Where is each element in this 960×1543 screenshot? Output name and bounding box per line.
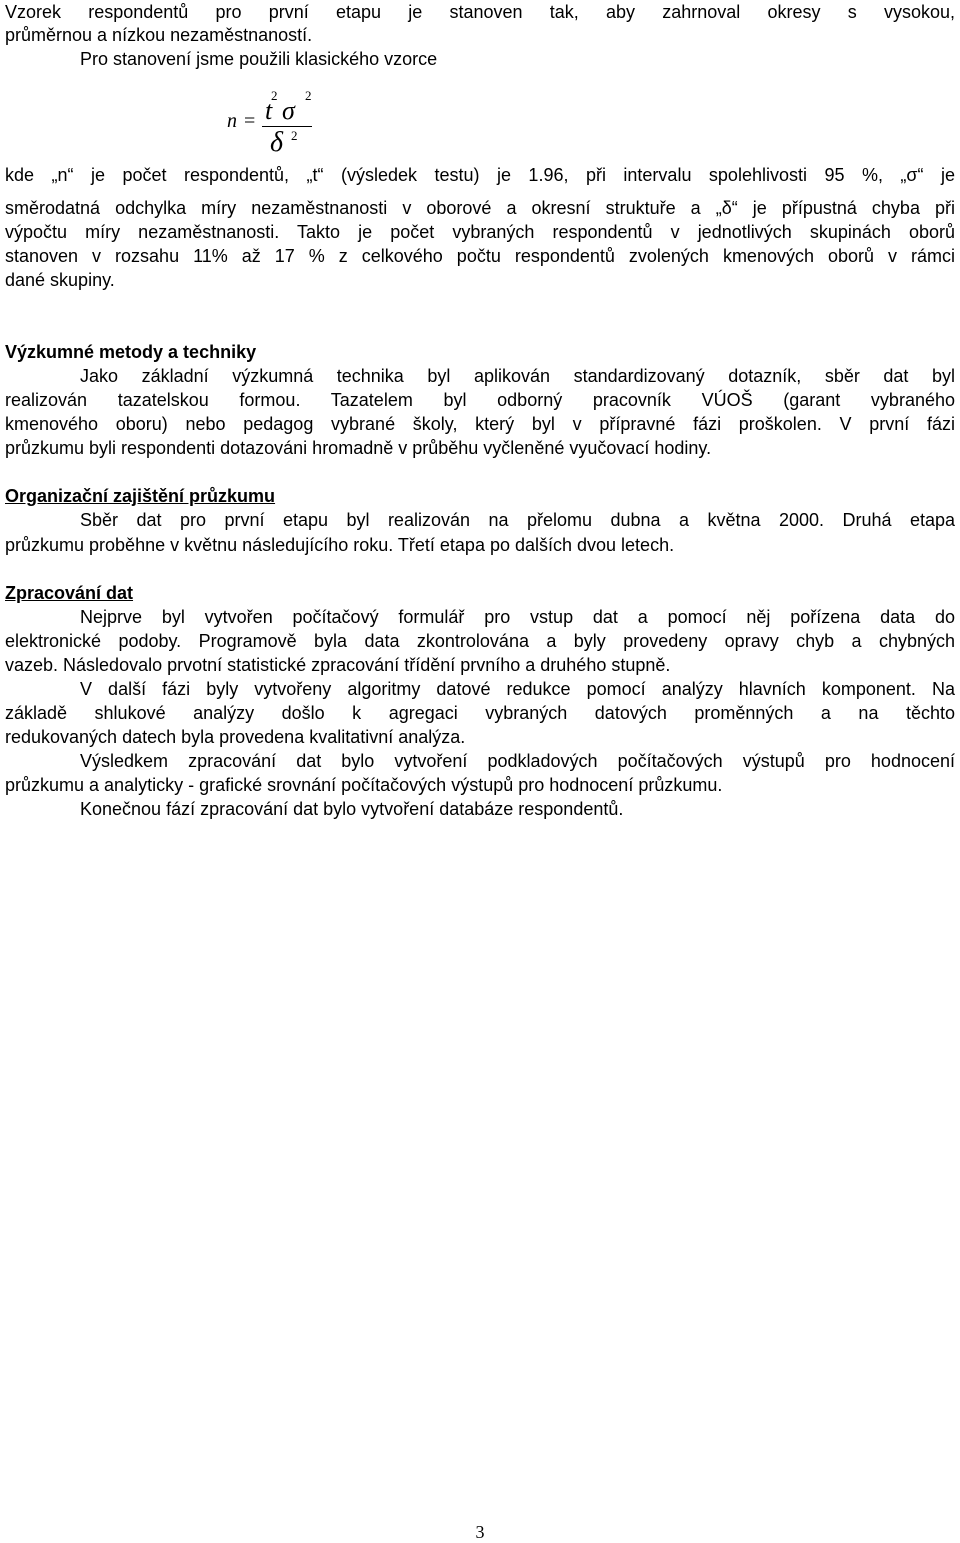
paragraph-line: dané skupiny. [5, 270, 115, 290]
formula-t-exponent: 2 [271, 88, 278, 103]
processing-line: V další fázi byly vytvořeny algoritmy datové redukce pomocí analýzy hlavních komponent. Na [80, 679, 955, 699]
heading-methods: Výzkumné metody a techniky [5, 342, 257, 362]
paragraph-line: výpočtu míry nezaměstnanosti. Takto je počet vybraných respondentů v jednotlivých skupinách oborů [5, 222, 955, 242]
processing-line: redukovaných datech byla provedena kvalitativní analýza. [5, 727, 466, 747]
heading-organization: Organizační zajištění průzkumu [5, 486, 276, 506]
formula-sigma: σ [282, 96, 295, 125]
paragraph-line: Vzorek respondentů pro první etapu je stanoven tak, aby zahrnoval okresy s vysokou, [5, 2, 955, 22]
methods-line: Jako základní výzkumná technika byl aplikován standardizovaný dotazník, sběr dat byl [80, 366, 955, 386]
formula-t: t [265, 96, 273, 125]
processing-line: elektronické podoby. Programově byla data zkontrolována a byly provedeny opravy chyb a chybných [5, 631, 955, 651]
paragraph-line: kde „n“ je počet respondentů, „t“ (výsledek testu) je 1.96, při intervalu spolehlivosti 95 %, „σ“ je [5, 165, 955, 185]
formula-delta-exponent: 2 [291, 128, 298, 143]
formula-n: n [227, 110, 237, 132]
organization-line: Sběr dat pro první etapu byl realizován na přelomu dubna a května 2000. Druhá etapa [80, 510, 955, 530]
processing-line: vazeb. Následovalo prvotní statistické zpracování třídění prvního a druhého stupně. [5, 655, 671, 675]
processing-line: Výsledkem zpracování dat bylo vytvoření podkladových počítačových výstupů pro hodnocení [80, 751, 955, 771]
processing-line: základě shlukové analýzy došlo k agregaci vybraných datových proměnných a na těchto [5, 703, 955, 723]
page-number: 3 [475, 1522, 485, 1542]
processing-line: průzkumu a analyticky - grafické srovnání počítačových výstupů pro hodnocení průzkumu. [5, 775, 723, 795]
methods-line: realizován tazatelskou formou. Tazatelem byl odborný pracovník VÚOŠ (garant vybraného [5, 390, 955, 410]
formula-delta: δ [270, 127, 284, 158]
processing-line: Konečnou fází zpracování dat bylo vytvoření databáze respondentů. [80, 799, 624, 819]
paragraph-line: Pro stanovení jsme použili klasického vzorce [80, 49, 438, 69]
paragraph-line: průměrnou a nízkou nezaměstnaností. [5, 25, 313, 45]
methods-line: kmenového oboru) nebo pedagog vybrané školy, který byl v přípravné fázi proškolen. V první fázi [5, 414, 955, 434]
processing-line: Nejprve byl vytvořen počítačový formulář pro vstup dat a pomocí něj pořízena data do [80, 607, 955, 627]
organization-line: průzkumu proběhne v květnu následujícího roku. Třetí etapa po dalších dvou letech. [5, 535, 675, 555]
heading-processing: Zpracování dat [5, 583, 134, 603]
formula-sigma-exponent: 2 [305, 88, 312, 103]
paragraph-line: stanoven v rozsahu 11% až 17 % z celkového počtu respondentů zvolených kmenových oborů v rámci [5, 246, 955, 266]
paragraph-line: směrodatná odchylka míry nezaměstnanosti v oborové a okresní struktuře a „δ“ je přípustná chyba při [5, 198, 955, 218]
methods-line: průzkumu byli respondenti dotazováni hromadně v průběhu vyčleněné vyučovací hodiny. [5, 438, 712, 458]
formula-equals: = [244, 110, 256, 132]
